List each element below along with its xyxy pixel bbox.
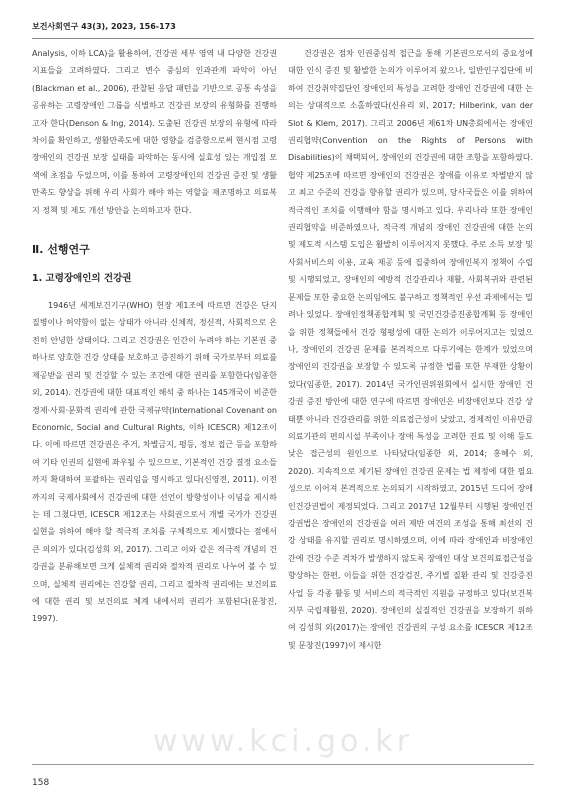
footer-divider bbox=[32, 764, 534, 765]
left-paragraph-1: Analysis, 이하 LCA)을 활용하여, 건강권 세부 영역 내 다양한 건강권 지표들을 고려하였다. 그리고 변수 중심의 인과관계 파악이 아닌(Blackman et al., 2006), 관찰된 응답 패턴을 기반으로 공통 속성을 공유하는 고령장애인 그룹을 식별하고 건강권 보장의 유형화를 진행하고자 한다(Denson & Ing, 2014). 도출된 건강권 보장의 유형에 따라 차이를 확인하고, 생활만족도에 대한 영향을 검증함으로써 현시점 고령장애인의 건강권 보장 실태를 파악하는 동시에 실효성 있는 개입점 모색에 초점을 두었으며, 이를 통하여 고령장애인의 건강권 증진 및 생활만족도 향상을 위해 우리 사회가 해야 하는 역할을 재조명하고 의료복지 정책 및 제도 개선 방안을 논의하고자 한다. bbox=[32, 49, 277, 215]
section-title: Ⅱ. 선행연구 bbox=[32, 243, 90, 257]
watermark: www.kci.go.kr bbox=[152, 724, 414, 759]
right-paragraph-1: 건강권은 점차 인권중심적 접근을 통해 기본권으로서의 중요성에 대한 인식 증진 및 활발한 논의가 이루어져 왔으나, 일반인구집단에 비하여 건강취약집단인 장애인의 특성을 고려한 장애인 건강권에 대한 논의는 상대적으로 소홀하였다(신유리 외, 2017; Hilberink, van der Slot & Klem, 2017). 그리고 2006년 제61차 UN총회에서는 장애인권리협약(Convention on the Rights of Persons with Disabilities)이 채택되어, 장애인의 건강권에 대한 조항을 포함하였다. 협약 제25조에 따르면 장애인의 건강권은 장애를 이유로 차별받지 않고 최고 수준의 건강을 향유할 권리가 있으며, 당사국들은 이를 위하여 적극적인 조치를 이행해야 함을 명시하고 있다. 우리나라 또한 장애인권리협약을 비준하였으나, 적극적 개념의 장애인 건강권에 대한 논의 및 제도적 시스템 도입은 활발히 이루어지지 못했다. 주로 소득 보장 및 사회서비스의 이용, 교육 제공 등에 집중하여 장애인복지 정책이 수립 및 시행되었고, 장애인의 예방적 건강관리나 재활, 사회복귀와 관련된 문제들 또한 중요한 논의임에도 불구하고 정책적인 우선 과제에서는 밀려나 있었다. 장애인정책종합계획 및 국민건강증진종합계획 등 장애인을 위한 정책들에서 건강 형평성에 대한 논의가 이루어지고는 있었으나, 장애인의 건강권 문제를 본격적으로 다루기에는 한계가 있었으며 장애인의 건강권을 보장할 수 있도록 규정한 법률 또한 부재한 상황이었다(임종한, 2017). 2014년 국가인권위원회에서 실시한 장애인 건강권 증진 방안에 대한 연구에 따르면 장애인은 비장애인보다 건강 상태뿐 아니라 건강관리를 위한 의료접근성이 낮았고, 경제적인 이유만큼 의료기관의 편의시설 부족이나 장애 특성을 고려한 진료 및 이해 등도 낮은 접근성의 원인으로 나타났다(임종한 외, 2014; 홍혜수 외, 2020). 지속적으로 제기된 장애인 건강권 문제는 법 제정에 대한 필요성으로 이어져 본격적으로 논의되기 시작하였고, 2015년 드디어 장애인건강권법이 제정되었다. 그리고 2017년 12월부터 시행된 장애인건강권법은 장애인의 건강권을 여러 제반 여건의 조성을 통해 최선의 건강 상태를 유지할 권리로 명시하였으며, 이에 따라 장애인과 비장애인 간에 건강 수준 격차가 발생하지 않도록 장애인 대상 보건의료접근성을 향상하는 한편, 이들을 위한 건강검진, 주기별 질환 관리 및 건강증진 사업 등 각종 활동 및 서비스의 적극적인 지원을 규정하고 있다(보건복지부 국립재활원, 2020). 장애인의 실질적인 건강권을 보장하기 위하여 김성희 외(2017)는 장애인 건강권의 구성 요소를 ICESCR 제12조 및 문창진(1997)이 제시한 bbox=[288, 49, 533, 650]
left-column bbox=[32, 45, 277, 628]
left-paragraph-2: 1946년 세계보건기구(WHO) 헌장 제1조에 따르면 건강은 단지 질병이나 허약함이 없는 상태가 아니라 신체적, 정신적, 사회적으로 온전히 안녕한 상태이다. 그리고 건강권은 인간이 누려야 하는 기본권 중 하나로 양호한 건강 상태를 보호하고 증진하기 위해 국가로부터 의료를 제공받을 권리 및 건강할 수 있는 조건에 대한 권리를 포함한다(임종한 외, 2014). 건강권에 대한 대표적인 해석 중 하나는 145개국이 비준한 경제·사회·문화적 권리에 관한 국제규약(International Covenant on Economic, Social and Cultural Rights, 이하 ICESCR) 제12조이다. 이에 따르면 건강권은 주거, 차별금지, 평등, 정보 접근 등을 포함하여 기타 인권의 실현에 좌우될 수 있으므로, 기본적인 건강 결정 요소들까지 확대하여 포괄하는 권리임을 명시하고 있다(신영전, 2011). 이전까지의 국제사회에서 건강권에 대한 선언이 방향성이나 이념을 제시하는 데 그쳤다면, ICESCR 제12조는 사회권으로서 개별 국가가 건강권 실현을 위하여 해야 할 적극적 조치를 구체적으로 제시했다는 점에서 큰 의의가 있다(김성희 외, 2017). 그리고 이와 같은 적극적 개념의 건강권을 분류해보면 크게 실체적 권리와 절차적 권리로 나누어 볼 수 있으며, 실체적 권리에는 건강할 권리, 그리고 절차적 권리에는 보건의료에 대한 권리 및 보건의료 체계 내에서의 권리가 포함된다(문창진, 1997). bbox=[32, 301, 277, 624]
header-divider bbox=[32, 38, 534, 39]
right-column bbox=[288, 45, 533, 654]
journal-header: 보건사회연구 43(3), 2023, 156-173 bbox=[32, 22, 176, 31]
page-number: 158 bbox=[32, 778, 50, 788]
subsection-title: 1. 고령장애인의 건강권 bbox=[32, 273, 132, 285]
